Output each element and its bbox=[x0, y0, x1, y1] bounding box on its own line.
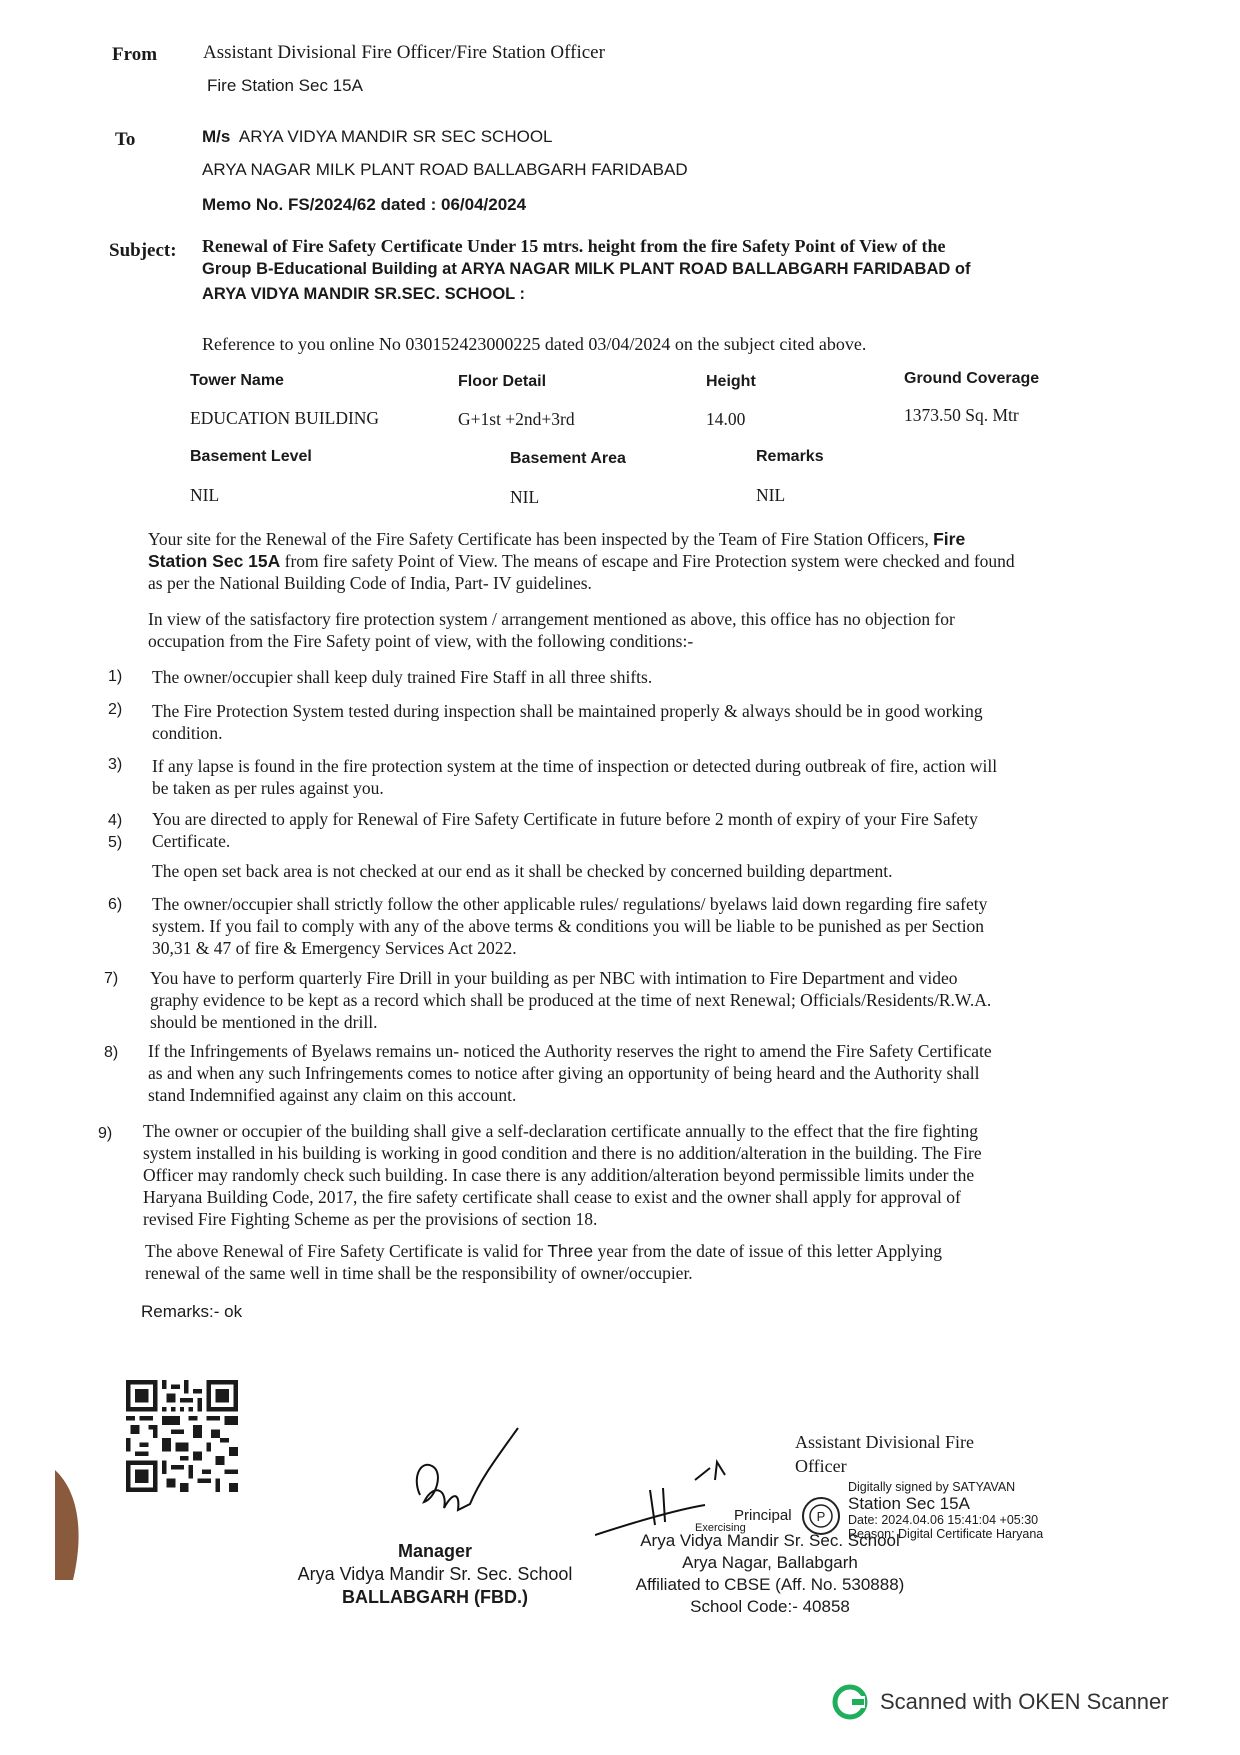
digital-signature-date: Date: 2024.04.06 15:41:04 +05:30 bbox=[848, 1512, 1039, 1527]
condition-8-line2: as and when any such Infringements comes to notice after giving an opportunity of being heard and the Authority shall bbox=[148, 1063, 980, 1083]
subject-label: Subject: bbox=[109, 240, 177, 261]
condition-number: 1) bbox=[108, 668, 123, 685]
condition-6 bbox=[152, 893, 1102, 959]
condition-3 bbox=[152, 755, 1102, 799]
oken-scanner-logo-icon bbox=[832, 1684, 868, 1720]
value-height: 14.00 bbox=[706, 409, 746, 429]
reference-line: Reference to you online No 030152423000225 dated 03/04/2024 on the subject cited above. bbox=[202, 334, 867, 354]
condition-3-line1: If any lapse is found in the fire protection system at the time of inspection or detected during outbreak of fire, action will bbox=[152, 756, 998, 776]
validity-text-c: year from the date of issue of this letter Applying bbox=[597, 1241, 943, 1261]
condition-5 bbox=[152, 860, 1102, 882]
condition-number: 4) bbox=[108, 812, 123, 829]
condition-number: 5) bbox=[108, 834, 123, 851]
header-ground-coverage: Ground Coverage bbox=[904, 370, 1040, 387]
value-basement-level: NIL bbox=[190, 485, 220, 505]
qr-code-graphic bbox=[126, 1380, 238, 1492]
digital-signature-signer: Digitally signed by SATYAVAN bbox=[848, 1480, 1016, 1494]
signatory-title bbox=[795, 1430, 974, 1478]
para1-text-d: from fire safety Point of View. The means of escape and Fire Protection system were checked and found bbox=[284, 551, 1015, 571]
condition-4-line1: You are directed to apply for Renewal of Fire Safety Certificate in future before 2 month of expiry of your Fire Safety bbox=[152, 809, 978, 829]
principal-stamp-school: Arya Vidya Mandir Sr. Sec. School bbox=[640, 1531, 900, 1550]
condition-7 bbox=[150, 967, 1100, 1033]
condition-9-line3: Officer may randomly check such building. In case there is any addition/alteration beyond permissible limits under the bbox=[143, 1165, 975, 1185]
signatory-title-line1: Assistant Divisional Fire bbox=[795, 1432, 974, 1452]
to-address-line2: ARYA NAGAR MILK PLANT ROAD BALLABGARH FARIDABAD bbox=[202, 160, 688, 179]
condition-4-line2: Certificate. bbox=[152, 831, 231, 851]
memo-number: Memo No. FS/2024/62 dated : 06/04/2024 bbox=[202, 195, 527, 214]
scanner-watermark bbox=[832, 1684, 1169, 1720]
value-basement-area: NIL bbox=[510, 487, 540, 507]
condition-9-line2: system installed in his building is working in good condition and there is no addition/alteration in the building. The Fire bbox=[143, 1143, 982, 1163]
condition-4 bbox=[152, 808, 1102, 852]
signatory-title-line2: Officer bbox=[795, 1456, 847, 1476]
para1-bold-station: Station Sec 15A bbox=[148, 551, 281, 571]
digital-signature-reason: Reason: Digital Certificate Haryana bbox=[848, 1527, 1044, 1541]
value-remarks: NIL bbox=[756, 485, 786, 505]
no-objection-paragraph bbox=[148, 608, 1108, 652]
to-address-line1 bbox=[202, 127, 553, 147]
qr-code bbox=[126, 1380, 238, 1497]
condition-number: 7) bbox=[104, 970, 119, 987]
from-line1: Assistant Divisional Fire Officer/Fire Station Officer bbox=[203, 42, 605, 63]
condition-8 bbox=[148, 1040, 1098, 1106]
manager-stamp bbox=[265, 1540, 605, 1609]
condition-2-line1: The Fire Protection System tested during inspection shall be maintained properly & always should be in good working bbox=[152, 701, 983, 721]
subject-line3: ARYA VIDYA MANDIR SR.SEC. SCHOOL : bbox=[202, 285, 526, 303]
condition-2-line2: condition. bbox=[152, 723, 223, 743]
manager-stamp-city: BALLABGARH (FBD.) bbox=[342, 1587, 528, 1607]
principal-stamp bbox=[625, 1530, 915, 1618]
condition-7-line2: graphy evidence to be kept as a record which shall be produced at the time of next Renewal; Officials/Residents/R.W.A. bbox=[150, 990, 992, 1010]
svg-text:P: P bbox=[816, 1509, 826, 1524]
principal-stamp-address: Arya Nagar, Ballabgarh bbox=[682, 1553, 858, 1572]
value-floor-detail: G+1st +2nd+3rd bbox=[458, 409, 575, 429]
value-tower-name: EDUCATION BUILDING bbox=[190, 408, 380, 428]
to-label: To bbox=[115, 129, 136, 150]
principal-stamp-exercising: Exercising bbox=[695, 1522, 746, 1534]
principal-stamp-title: Principal bbox=[734, 1507, 792, 1524]
condition-9-line1: The owner or occupier of the building shall give a self-declaration certificate annually to the effect that the fire fighting bbox=[143, 1121, 978, 1141]
from-label: From bbox=[112, 44, 158, 65]
condition-9-line5: revised Fire Fighting Scheme as per the provisions of section 18. bbox=[143, 1209, 598, 1229]
manager-signature bbox=[400, 1420, 560, 1535]
header-floor-detail: Floor Detail bbox=[458, 373, 547, 390]
condition-number: 2) bbox=[108, 701, 123, 718]
to-name: ARYA VIDYA MANDIR SR SEC SCHOOL bbox=[238, 127, 553, 146]
scan-edge-shadow bbox=[55, 1470, 85, 1580]
condition-7-line3: should be mentioned in the drill. bbox=[150, 1012, 378, 1032]
condition-6-line2: system. If you fail to comply with any of the above terms & conditions you will be liable to be punished as per Section bbox=[152, 916, 985, 936]
condition-number: 9) bbox=[98, 1125, 113, 1142]
manager-stamp-school: Arya Vidya Mandir Sr. Sec. School bbox=[297, 1564, 573, 1584]
condition-9 bbox=[143, 1120, 1103, 1230]
validity-text-a: The above Renewal of Fire Safety Certificate is valid for bbox=[145, 1241, 543, 1261]
condition-1-line1: The owner/occupier shall keep duly trained Fire Staff in all three shifts. bbox=[152, 667, 653, 687]
header-basement-level: Basement Level bbox=[190, 448, 312, 465]
principal-stamp-code: School Code:- 40858 bbox=[690, 1597, 850, 1616]
manager-stamp-title: Manager bbox=[397, 1541, 473, 1561]
to-prefix: M/s bbox=[202, 127, 231, 146]
inspection-paragraph bbox=[148, 528, 1108, 594]
value-ground-coverage: 1373.50 Sq. Mtr bbox=[904, 405, 1019, 425]
condition-number: 6) bbox=[108, 896, 123, 913]
para2-line2: occupation from the Fire Safety point of view, with the following conditions:- bbox=[148, 631, 694, 651]
validity-line2: renewal of the same well in time shall be the responsibility of owner/occupier. bbox=[145, 1263, 693, 1283]
para2-line1: In view of the satisfactory fire protection system / arrangement mentioned as above, this office has no objection for bbox=[148, 609, 955, 629]
condition-8-line3: stand Indemnified against any claim on this account. bbox=[148, 1085, 517, 1105]
from-line2: Fire Station Sec 15A bbox=[207, 76, 363, 95]
para1-text-a: Your site for the Renewal of the Fire Safety Certificate has been inspected by the Team of Fire Station Officers, bbox=[148, 529, 929, 549]
condition-1 bbox=[152, 666, 1102, 688]
condition-2 bbox=[152, 700, 1102, 744]
condition-9-line4: Haryana Building Code, 2017, the fire safety certificate shall cease to exist and the owner shall apply for approval of bbox=[143, 1187, 961, 1207]
condition-3-line2: be taken as per rules against you. bbox=[152, 778, 384, 798]
condition-number: 3) bbox=[108, 756, 123, 773]
para1-text-e: as per the National Building Code of India, Part- IV guidelines. bbox=[148, 573, 592, 593]
digital-signature-station: Station Sec 15A bbox=[848, 1493, 970, 1513]
header-basement-area: Basement Area bbox=[510, 450, 626, 467]
subject-line1: Renewal of Fire Safety Certificate Under 15 mtrs. height from the fire Safety Point of View of the bbox=[202, 236, 946, 256]
header-tower-name: Tower Name bbox=[190, 372, 284, 389]
header-height: Height bbox=[706, 373, 756, 390]
condition-8-line1: If the Infringements of Byelaws remains un- noticed the Authority reserves the right to amend the Fire Safety Certificate bbox=[148, 1041, 992, 1061]
condition-6-line1: The owner/occupier shall strictly follow the other applicable rules/ regulations/ byelaws laid down regarding fire safety bbox=[152, 894, 988, 914]
header-remarks: Remarks bbox=[756, 448, 824, 465]
remarks: Remarks:- ok bbox=[141, 1302, 243, 1321]
condition-5-line1: The open set back area is not checked at our end as it shall be checked by concerned building department. bbox=[152, 861, 893, 881]
validity-paragraph bbox=[145, 1240, 1105, 1284]
subject-line2: Group B-Educational Building at ARYA NAGAR MILK PLANT ROAD BALLABGARH FARIDABAD of bbox=[202, 260, 971, 278]
validity-bold-three: Three bbox=[547, 1241, 594, 1261]
para1-bold-fire: Fire bbox=[933, 529, 966, 549]
condition-6-line3: 30,31 & 47 of fire & Emergency Services Act 2022. bbox=[152, 938, 517, 958]
condition-number: 8) bbox=[104, 1044, 119, 1061]
principal-stamp-affiliation: Affiliated to CBSE (Aff. No. 530888) bbox=[635, 1575, 905, 1594]
scanner-text: Scanned with OKEN Scanner bbox=[880, 1689, 1169, 1714]
condition-7-line1: You have to perform quarterly Fire Drill in your building as per NBC with intimation to Fire Department and video bbox=[150, 968, 958, 988]
